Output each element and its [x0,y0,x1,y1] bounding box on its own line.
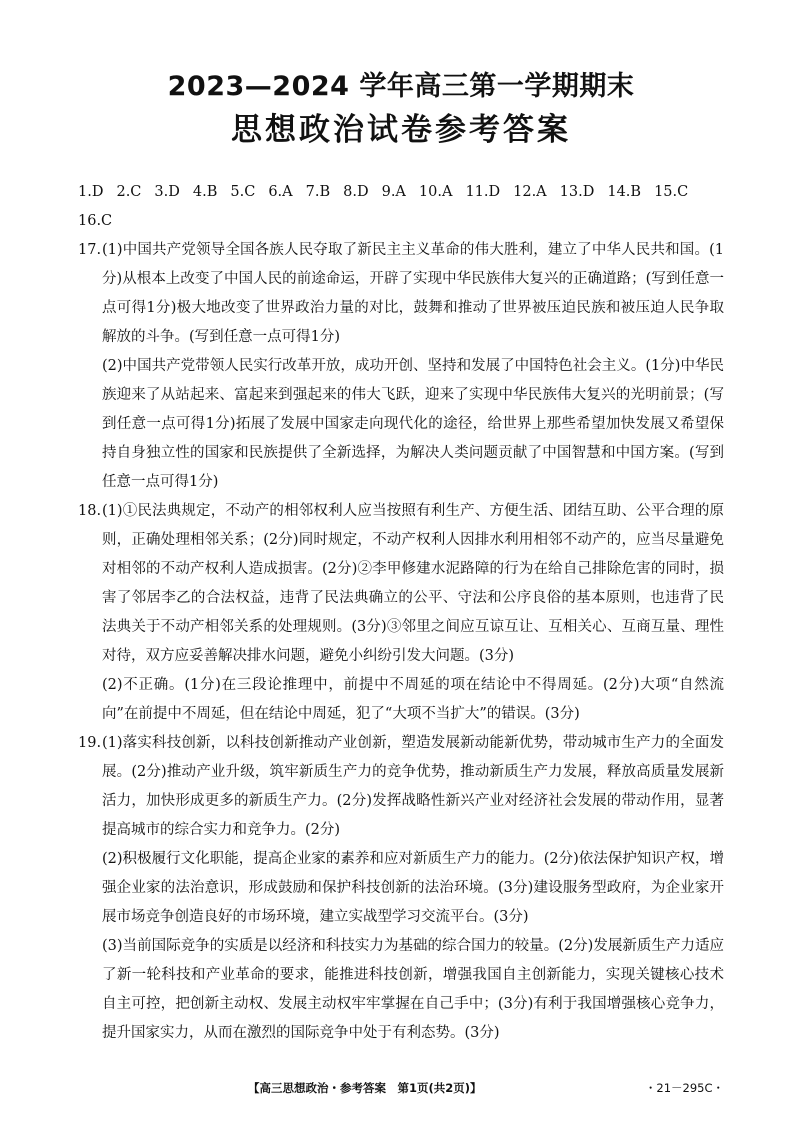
answer-paragraph: (1)落实科技创新，以科技创新推动产业创新，塑造发展新动能新优势，带动城市生产力的全面发展。(2分)推动产业升级，筑牢新质生产力的竞争优势，推动新质生产力发展，释放高质量发展新活力，加快形成更多的新质生产力。(2分)发挥战略性新兴产业对经济社会发展的带动作用，显著提高城市的综合实力和竞争力。(2分) [102,735,724,838]
question-list [78,236,724,1048]
page-footer [78,1079,724,1097]
choice-answer: 13.D [559,184,595,200]
choice-answer: 15.C [654,184,689,200]
choice-answer: 14.B [607,184,642,200]
question-number: 19. [78,735,102,751]
choice-answer: 16.C [78,213,113,229]
answer-sheet-page [0,68,794,1124]
question-number: 17. [78,242,102,258]
choice-answer: 2.C [116,184,142,200]
choice-answer: 11.D [465,184,501,200]
answer-paragraph: (2)不正确。(1分)在三段论推理中，前提中不周延的项在结论中不得周延。(2分)大项“自然流向”在前提中不周延，但在结论中周延，犯了“大项不当扩大”的错误。(3分) [102,677,724,722]
footer-label: 【高三思想政治・参考答案 第1页(共2页)】 [248,1081,482,1095]
choice-answer: 5.C [230,184,256,200]
page-title-line1: 2023—2024 学年高三第一学期期末 [167,71,635,102]
choice-answer: 1.D [78,184,104,200]
choice-answer: 7.B [305,184,331,200]
question-number: 18. [78,503,102,519]
choice-answer: 9.A [381,184,406,200]
answer-paragraph: (1)中国共产党领导全国各族人民夺取了新民主主义革命的伟大胜利，建立了中华人民共和国。(1分)从根本上改变了中国人民的前途命运，开辟了实现中华民族伟大复兴的正确道路；(写到任意一点可得1分)极大地改变了世界政治力量的对比，鼓舞和推动了世界被压迫民族和被压迫人民争取解放的斗争。(写到任意一点可得1分) [102,242,724,345]
question-block [78,729,724,1048]
page-title-line2: 思想政治试卷参考答案 [231,112,571,148]
choice-answer: 6.A [268,184,293,200]
choice-answer: 10.A [418,184,453,200]
footer-code: ・21－295C・ [644,1081,724,1095]
choice-answer: 8.D [343,184,369,200]
answer-paragraph: (2)中国共产党带领人民实行改革开放，成功开创、坚持和发展了中国特色社会主义。(1分)中华民族迎来了从站起来、富起来到强起来的伟大飞跃，迎来了实现中华民族伟大复兴的光明前景；(写到任意一点可得1分)拓展了发展中国家走向现代化的途径，给世界上那些希望加快发展又希望保持自身独立性的国家和民族提供了全新选择，为解决人类问题贡献了中国智慧和中国方案。(写到任意一点可得1分) [102,358,724,490]
choice-answer: 4.B [192,184,218,200]
choice-answers [78,178,724,236]
answer-paragraph: (3)当前国际竞争的实质是以经济和科技实力为基础的综合国力的较量。(2分)发展新质生产力适应了新一轮科技和产业革命的要求，能推进科技创新，增强我国自主创新能力，实现关键核心技术自主可控，把创新主动权、发展主动权牢牢掌握在自己手中；(3分)有利于我国增强核心竞争力，提升国家实力，从而在激烈的国际竞争中处于有利态势。(3分) [102,938,724,1041]
answer-paragraph: (2)积极履行文化职能，提高企业家的素养和应对新质生产力的能力。(2分)依法保护知识产权，增强企业家的法治意识，形成鼓励和保护科技创新的法治环境。(3分)建设服务型政府，为企业家开展市场竞争创造良好的市场环境，建立实战型学习交流平台。(3分) [102,851,724,925]
choice-answer: 12.A [513,184,547,200]
question-block [78,497,724,729]
answer-paragraph: (1)①民法典规定，不动产的相邻权利人应当按照有利生产、方便生活、团结互助、公平合理的原则，正确处理相邻关系；(2分)同时规定，不动产权利人因排水利用相邻不动产的，应当尽量避免对相邻的不动产权利人造成损害。(2分)②李甲修建水泥路障的行为在给自己排除危害的同时，损害了邻居李乙的合法权益，违背了民法典确立的公平、守法和公序良俗的基本原则，也违背了民法典关于不动产相邻关系的处理规则。(3分)③邻里之间应互谅互让、互相关心、互商互量、理性对待，双方应妥善解决排水问题，避免小纠纷引发大问题。(3分) [102,503,724,664]
choice-answer: 3.D [154,184,180,200]
question-block [78,236,724,497]
